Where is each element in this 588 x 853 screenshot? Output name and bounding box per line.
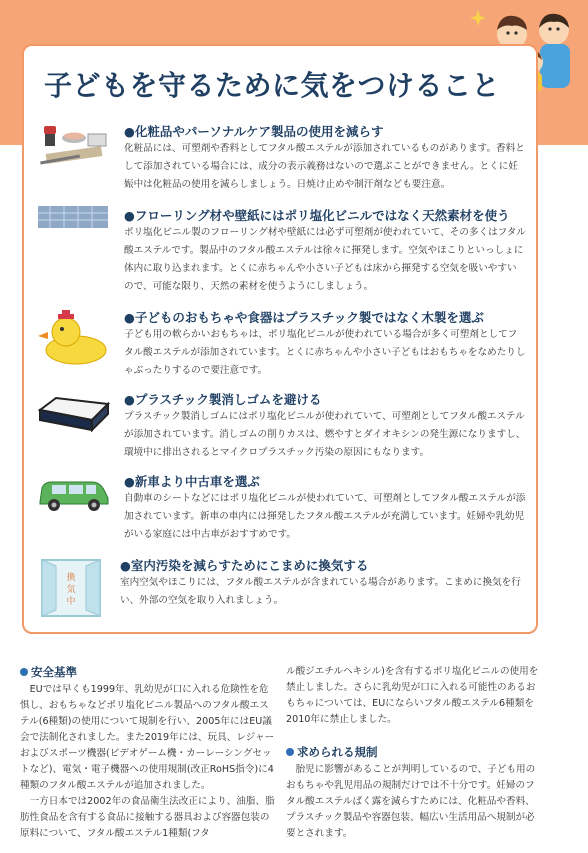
paragraph: ル酸ジエチルヘキシル)を含有するポリ塩化ビニルの使用を禁止しました。さらに乳幼児が口に入れる可能性のあるおもちゃについては、EUにならいフタル酸エステル6種類を2010年に禁止しました。 (286, 666, 539, 725)
tips-card (22, 44, 538, 634)
window-icon (38, 556, 104, 620)
tip-body: ポリ塩化ビニル製のフローリング材や壁紙には必ず可塑剤が使われていて、その多くはフタル酸エステルです。製品中のフタル酸エステルは徐々に揮発します。空気やほこりといっしょに体内に取り込まれます。とくに赤ちゃんや小さい子どもは床から揮発する空気を吸いやすいので、可能な限り、天然の素材を使うようにしましょう。 (124, 227, 526, 292)
flooring-icon (38, 206, 108, 228)
regulation-heading: 求められる規制 (297, 745, 378, 759)
right-column (286, 664, 542, 842)
tip-body: 化粧品には、可塑剤や香料としてフタル酸エステルが添加されているものがあります。香料として添加されている場合には、成分の表示義務はないので選ぶことができません。とくに妊娠中は化粧品の使用を減らしましょう。日焼け止めや制汗剤なども要注意。 (124, 143, 525, 190)
section-heading (20, 664, 276, 680)
tip-body: 子ども用の軟らかいおもちゃは、ポリ塩化ビニルが使われている場合が多く可塑剤としてフタル酸エステルが添加されています。とくに赤ちゃんや小さい子どもはおもちゃをなめたりしゃぶったりするので要注意です。 (124, 329, 526, 376)
tip-heading: ●新車より中古車を選ぶ (124, 474, 260, 489)
left-column (20, 664, 276, 842)
cosmetics-icon (36, 124, 112, 166)
tip-heading: ●化粧品やパーソナルケア製品の使用を減らす (124, 124, 384, 139)
bullet-icon (20, 668, 28, 676)
paragraph: EUでは早くも1999年、乳幼児が口に入れる危険性を危惧し、おもちゃなどポリ塩化ビニル製品へのフタル酸エステル(6種類)の使用について規制を行い、2005年にはEU議会で法制化されました。また2019年には、玩具、レジャーおよびスポーツ機器(ビデオゲーム機・カーレーシングセットなど)、電気・電子機器への使用規制(改正RoHS指令)に4種類のフタル酸エステルが追加されました。 (20, 684, 275, 791)
tip-body: プラスチック製消しゴムにはポリ塩化ビニルが使われていて、可塑剤としてフタル酸エステルが添加されています。消しゴムの削りカスは、燃やすとダイオキシンの発生源になりますし、環境中に排出されるとマイクロプラスチック汚染の原因にもなります。 (124, 411, 526, 458)
svg-text:気: 気 (66, 585, 76, 595)
paragraph: 胎児に影響があることが判明しているので、子ども用のおもちゃや乳児用品の規制だけでは不十分です。妊婦のフタル酸エステルばく露を減らすためには、化粧品や香料、プラスチック製品や容器包装、幅広い生活用品へ規制が必要とされます。 (286, 764, 536, 839)
tip-body: 自動車のシートなどにはポリ塩化ビニルが使われていて、可塑剤としてフタル酸エステルが添加されています。新車の車内には揮発したフタル酸エステルが充満しています。妊婦や乳幼児がいる家庭には中古車がおすすめです。 (124, 493, 526, 540)
bullet-icon (286, 748, 294, 756)
sparkle-icon (470, 10, 486, 26)
eraser-icon (36, 394, 112, 434)
page-title: 子どもを守るために気をつけること (44, 69, 501, 102)
tip-heading: ●プラスチック製消しゴムを避ける (124, 392, 322, 407)
bottom-columns (20, 664, 572, 853)
tip-heading: ●子どものおもちゃや食器はプラスチック製ではなく木製を選ぶ (124, 310, 484, 325)
car-icon (36, 476, 112, 514)
tip-body: 室内空気やほこりには、フタル酸エステルが含まれている場合があります。こまめに換気を行い、外部の空気を取り入れましょう。 (120, 577, 521, 606)
svg-text:中: 中 (66, 597, 76, 607)
section-heading (286, 744, 542, 760)
tip-heading: ●室内汚染を減らすためにこまめに換気する (120, 558, 369, 573)
svg-text:換: 換 (66, 573, 76, 583)
safety-standard-heading: 安全基準 (31, 665, 77, 679)
tip-heading: ●フローリング材や壁紙にはポリ塩化ビニルではなく天然素材を使う (124, 208, 510, 223)
rubber-duck-icon (36, 310, 112, 366)
paragraph: 一方日本では2002年の食品衛生法改正により、油脂、脂肪性食品を含有する食品に接触する器具および容器包装の原料について、フタル酸エステル1種類(フタ (20, 796, 275, 839)
